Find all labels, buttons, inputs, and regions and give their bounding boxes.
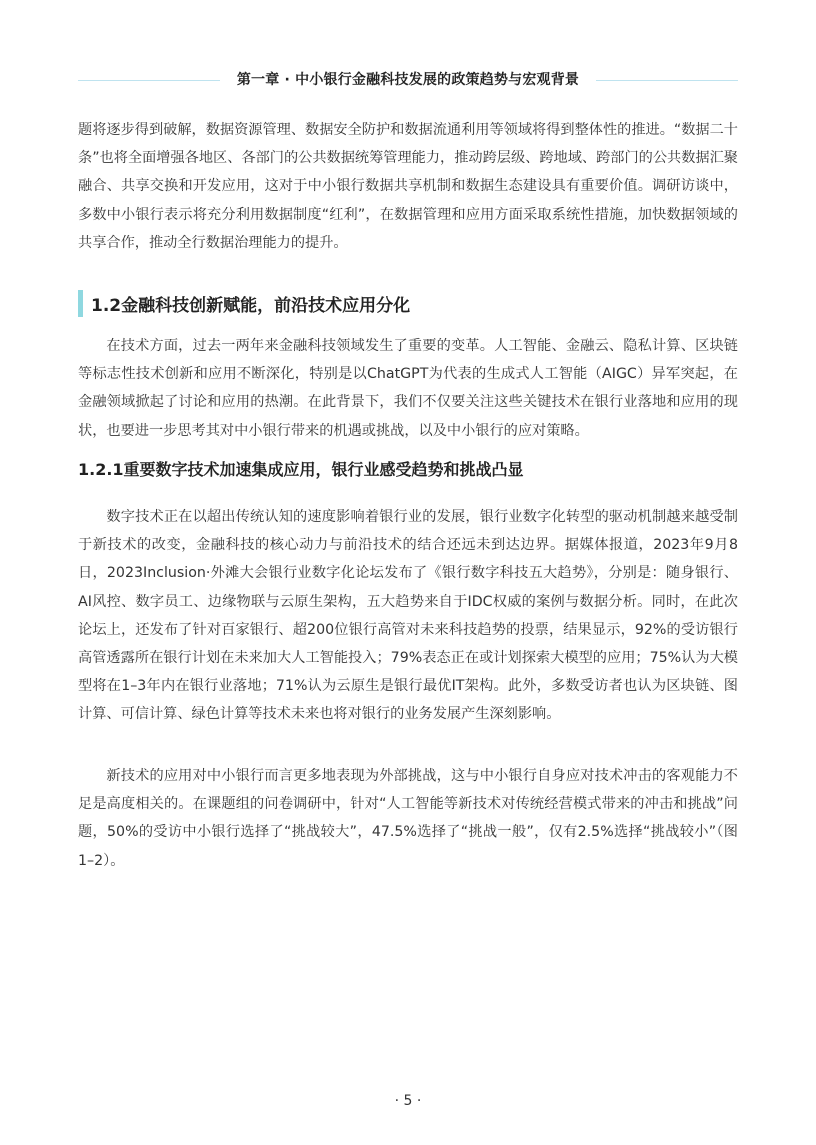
section-heading-1-2 <box>78 290 738 318</box>
heading-accent-bar <box>78 290 83 317</box>
header-rule-left <box>78 80 220 81</box>
page-number: · 5 · <box>394 1093 422 1109</box>
header-rule-right <box>596 80 738 81</box>
chapter-title: 第一章 · 中小银行金融科技发展的政策趋势与宏观背景 <box>236 72 580 88</box>
section-heading-text: 1.2金融科技创新赋能，前沿技术应用分化 <box>91 296 411 316</box>
paragraph-challenges: 新技术的应用对中小银行而言更多地表现为外部挑战，这与中小银行自身应对技术冲击的客观能力不足是高度相关的。在课题组的问卷调研中，针对“人工智能等新技术对传统经营模式带来的冲击和挑战”问题，50%的受访中小银行选择了“挑战较大”，47.5%选择了“挑战一般”，仅有2.5%选择“挑战较小”（图1–2）。 <box>78 768 738 869</box>
running-header <box>78 68 738 94</box>
paragraph-digital-tech: 数字技术正在以超出传统认知的速度影响着银行业的发展，银行业数字化转型的驱动机制越来越受制于新技术的改变，金融科技的核心动力与前沿技术的结合还远未到达边界。据媒体报道，2023年9月8日，2023Inclusion·外滩大会银行业数字化论坛发布了《银行数字科技五大趋势》，分别是：随身银行、AI风控、数字员工、边缘物联与云原生架构，五大趋势来自于IDC权威的案例与数据分析。同时，在此次论坛上，还发布了针对百家银行、超200位银行高管对未来科技趋势的投票，结果显示，92%的受访银行高管透露所在银行计划在未来加大人工智能投入；79%表态正在或计划探索大模型的应用；75%认为大模型将在1–3年内在银行业落地；71%认为云原生是银行最优IT架构。此外，多数受访者也认为区块链、图计算、可信计算、绿色计算等技术未来也将对银行的业务发展产生深刻影响。 <box>78 509 738 723</box>
subsection-heading-1-2-1: 1.2.1重要数字技术加速集成应用，银行业感受趋势和挑战凸显 <box>78 460 524 479</box>
paragraph-continued: 题将逐步得到破解，数据资源管理、数据安全防护和数据流通利用等领域将得到整体性的推进。“数据二十条”也将全面增强各地区、各部门的公共数据统筹管理能力，推动跨层级、跨地域、跨部门的公共数据汇聚融合、共享交换和开发应用，这对于中小银行数据共享机制和数据生态建设具有重要价值。调研访谈中，多数中小银行表示将充分利用数据制度“红利”，在数据管理和应用方面采取系统性措施，加快数据领域的共享合作，推动全行数据治理能力的提升。 <box>78 122 738 251</box>
paragraph-technology: 在技术方面，过去一两年来金融科技领域发生了重要的变革。人工智能、金融云、隐私计算、区块链等标志性技术创新和应用不断深化，特别是以ChatGPT为代表的生成式人工智能（AIGC）异军突起，在金融领域掀起了讨论和应用的热潮。在此背景下，我们不仅要关注这些关键技术在银行业落地和应用的现状，也要进一步思考其对中小银行带来的机遇或挑战，以及中小银行的应对策略。 <box>78 338 738 439</box>
